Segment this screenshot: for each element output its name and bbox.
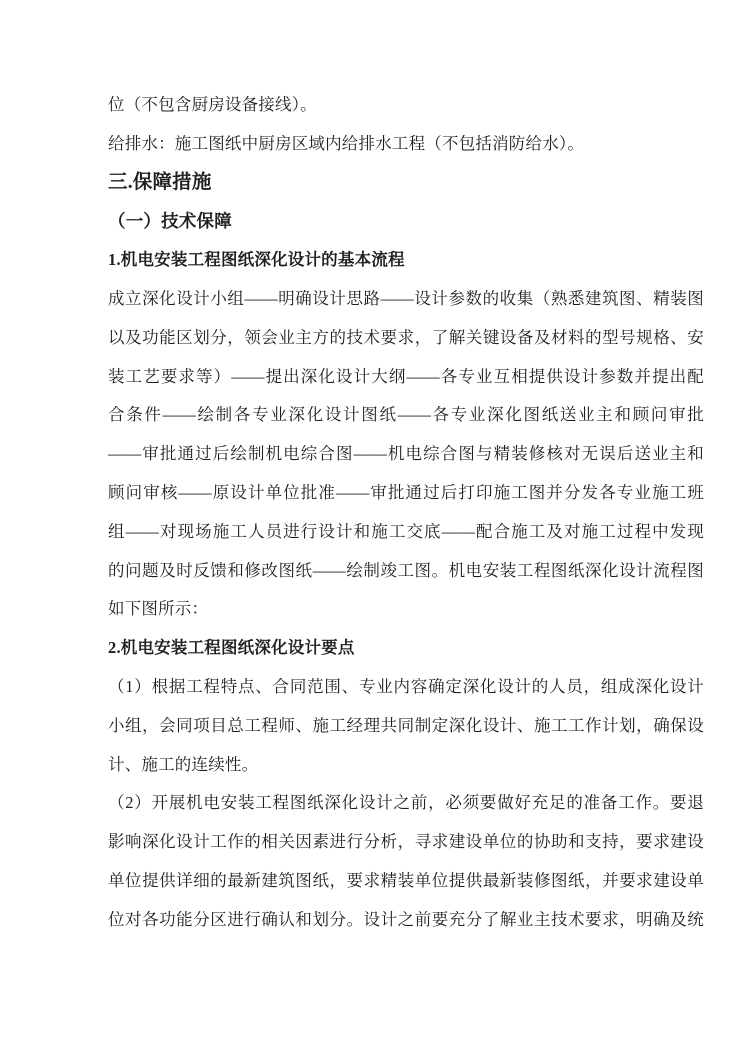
paragraph-line: 以及功能区划分，领会业主方的技术要求，了解关键设备及材料的型号规格、安 [108,327,704,347]
numbered-heading: 2.机电安装工程图纸深化设计要点 [108,638,355,658]
paragraph-line: （2）开展机电安装工程图纸深化设计之前，必须要做好充足的准备工作。要退 [108,793,704,813]
document-text-block [108,86,704,940]
paragraph-line: 组——对现场施工人员进行设计和施工交底——配合施工及对施工过程中发现 [108,521,704,541]
subsection-heading: （一）技术保障 [108,211,232,232]
paragraph-line: 顾问审核——原设计单位批准——审批通过后打印施工图并分发各专业施工班 [108,482,704,502]
paragraph-line: 位对各功能分区进行确认和划分。设计之前要充分了解业主技术要求，明确及统 [108,909,704,929]
paragraph-line: 成立深化设计小组——明确设计思路——设计参数的收集（熟悉建筑图、精装图 [108,288,704,308]
paragraph-line: 给排水：施工图纸中厨房区域内给排水工程（不包括消防给水）。 [108,133,585,153]
paragraph-line: 计、施工的连续性。 [108,754,259,774]
paragraph-line: 如下图所示： [108,599,209,619]
paragraph-line: 合条件——绘制各专业深化设计图纸——各专业深化图纸送业主和顾问审批 [108,405,704,425]
paragraph-line: （1）根据工程特点、合同范围、专业内容确定深化设计的人员，组成深化设计 [108,676,704,696]
paragraph-line: 单位提供详细的最新建筑图纸，要求精装单位提供最新装修图纸，并要求建设单 [108,870,704,890]
numbered-heading: 1.机电安装工程图纸深化设计的基本流程 [108,250,405,270]
paragraph-line: 的问题及时反馈和修改图纸——绘制竣工图。机电安装工程图纸深化设计流程图 [108,560,704,580]
paragraph-line: 小组，会同项目总工程师、施工经理共同制定深化设计、施工工作计划，确保设 [108,715,704,735]
paragraph-line: ——审批通过后绘制机电综合图——机电综合图与精装修核对无误后送业主和 [108,444,704,464]
section-heading: 三.保障措施 [108,171,212,193]
paragraph-line: 位（不包含厨房设备接线）。 [108,95,317,114]
paragraph-line: 装工艺要求等）——提出深化设计大纲——各专业互相提供设计参数并提出配 [108,366,704,386]
paragraph-line: 影响深化设计工作的相关因素进行分析，寻求建设单位的协助和支持，要求建设 [108,832,704,852]
